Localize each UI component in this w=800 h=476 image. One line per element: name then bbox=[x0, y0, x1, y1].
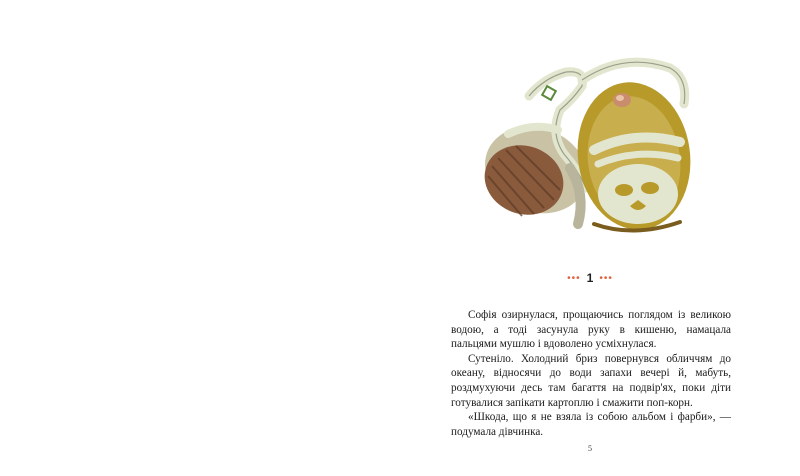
body-text bbox=[451, 308, 731, 439]
chapter-number: 1 bbox=[586, 271, 594, 285]
chapter-ornament-left: ••• bbox=[567, 272, 581, 284]
page-number: 5 bbox=[588, 444, 592, 453]
paragraph: Софія озирнулася, прощаючись поглядом із великою водою, а тоді засунула руку в кишеню, намацала пальцями мушлю і вдоволено усміхнулася. bbox=[451, 309, 731, 351]
paragraph: «Шкода, що я не взяла із собою альбом і фарби», — подумала дівчинка. bbox=[451, 411, 731, 438]
right-sandal bbox=[568, 62, 700, 237]
chapter-heading bbox=[540, 268, 640, 288]
chapter-ornament-right: ••• bbox=[599, 272, 613, 284]
paragraph: Сутеніло. Холодний бриз повернувся обличчям до океану, відносячи до води запахи вечері й, мабуть, роздмухуючи десь там багаття на подвір'ях, поки діти готувалися запікати картоплю і смажити поп-корн. bbox=[451, 352, 731, 409]
sandals-illustration bbox=[474, 38, 704, 238]
